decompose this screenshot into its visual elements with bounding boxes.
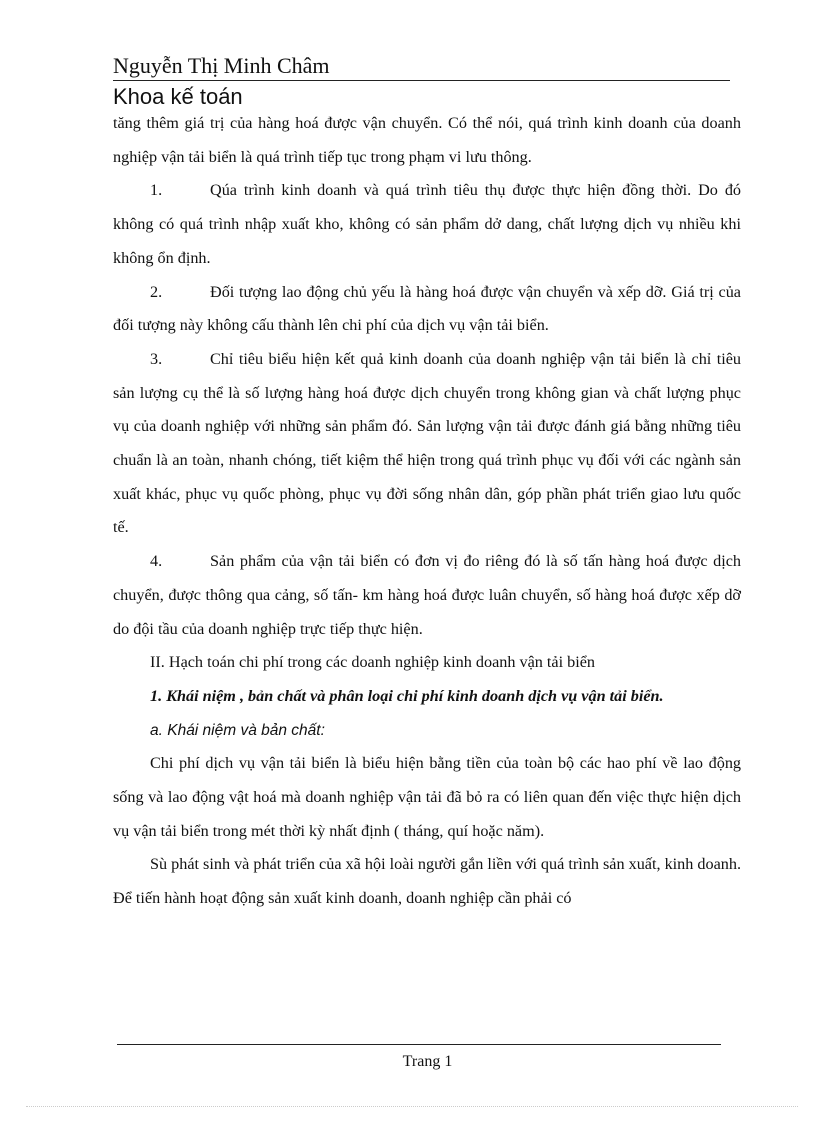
text-line: lao động sống và lao động vật hoá mà doanh nghiệp vận tải đã bỏ ra có liên quan xyxy=(113,754,742,807)
footer-rule xyxy=(117,1044,721,1045)
text-line: tăng thêm giá trị của hàng hoá được vận chuyển. Có thể nói, quá trình kinh doanh xyxy=(113,114,668,132)
section-heading: II. Hạch toán chi phí trong các doanh nghiệp kinh doanh vận tải biển xyxy=(150,653,596,672)
header-author: Nguyễn Thị Minh Châm xyxy=(113,53,330,78)
body-text xyxy=(113,107,741,916)
list-number: 3. xyxy=(150,349,163,368)
text-line: và chất lượng phục vụ của doanh nghiệp với những sản phẩm đó. Sản lượng vận tải xyxy=(113,383,741,436)
list-number: 2. xyxy=(150,282,163,301)
page-bottom-dotted-border xyxy=(26,1106,798,1107)
text-line: Chi phí dịch vụ vận tải biển là biểu hiện bằng tiền của toàn bộ các hao phí về xyxy=(150,754,678,773)
text-line: Sù phát sinh và phát triển của xã hội loài người gắn liền với quá trình sản xuất, xyxy=(150,855,661,874)
text-line: trong quá trình phục vụ đối với các ngành sản xuất khác, phục vụ quốc phòng, phục xyxy=(113,451,742,503)
text-line: Sản phẩm của vận tải biển có đơn vị đo riêng đó là số tấn hàng hoá xyxy=(210,552,670,571)
paragraph-last xyxy=(113,848,741,915)
text-line: biển. xyxy=(630,686,664,705)
text-line: đến việc thực hiện dịch vụ vận tải biển trong mét thời kỳ nhất định ( tháng, quí xyxy=(113,788,742,840)
text-line: kinh doanh. Để tiến hành hoạt động sản xuất kinh doanh, doanh nghiệp cần phải có xyxy=(113,855,741,908)
paragraph-intro xyxy=(113,107,741,174)
text-line: dịch vụ nhiều khi không ổn định. xyxy=(113,215,741,267)
text-line: Giá trị của đối tượng này không cấu thành lên chi phí của dịch vụ vận tải biển. xyxy=(113,282,741,335)
text-line: Đối tượng lao động chủ yếu là hàng hoá được vận chuyển và xếp dỡ. xyxy=(210,282,667,301)
header-rule xyxy=(113,80,730,81)
list-item-2 xyxy=(113,276,741,343)
list-item-4 xyxy=(113,545,741,646)
text-line: được đánh giá bằng những tiêu chuẩn là an toàn, nhanh chóng, tiết kiệm thể hiện xyxy=(113,417,741,470)
text-line: hàng hoá được xếp dỡ do đội tầu của doanh nghiệp trực tiếp thực hiện. xyxy=(113,585,741,638)
text-line: Do đó không có quá trình nhập xuất kho, không có sản phẩm dở dang, chất lượng xyxy=(113,181,742,234)
text-line: 1. Khái niệm , bản chất và phân loại chi phí kinh doanh dịch vụ vận tải xyxy=(150,686,627,705)
text-line: chỉ tiêu sản lượng cụ thể là số lượng hàng hoá được dịch chuyển trong không gian xyxy=(113,349,741,402)
text-line: vụ đời sống nhân dân, góp phần phát triển giao lưu quốc tế. xyxy=(113,484,741,537)
text-line: Qúa trình kinh doanh và quá trình tiêu thụ được thực hiện đồng thời. xyxy=(210,181,692,200)
text-line: Chỉ tiêu biểu hiện kết quả kinh doanh của doanh nghiệp vận tải biển là xyxy=(210,349,687,368)
subsection-heading xyxy=(113,680,741,714)
header-department: Khoa kế toán xyxy=(113,84,243,109)
list-item-1 xyxy=(113,174,741,275)
list-number: 1. xyxy=(150,181,163,200)
page-number: Trang 1 xyxy=(402,1053,453,1070)
text-line: được dịch chuyển, được thông qua cảng, số tấn- km hàng hoá được luân chuyển, số xyxy=(113,552,742,604)
text-line: của doanh nghiệp vận tải biển là quá trình tiếp tục trong phạm vi lưu thông. xyxy=(113,114,741,166)
sub-heading-a: a. Khái niệm và bản chất: xyxy=(150,721,325,739)
list-number: 4. xyxy=(150,552,163,571)
text-line: hoặc năm). xyxy=(472,821,545,840)
list-item-3 xyxy=(113,343,741,545)
paragraph-definition xyxy=(113,747,741,848)
